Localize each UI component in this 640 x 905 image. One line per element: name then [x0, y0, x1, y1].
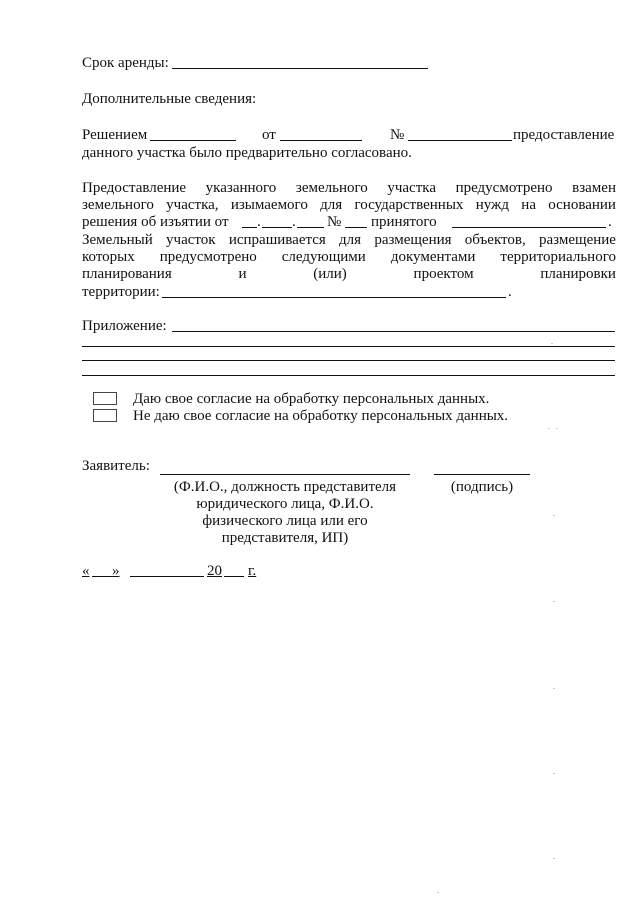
plot-word: предусмотрено: [159, 249, 257, 265]
provision-word: участка,: [166, 197, 219, 213]
plot-word: испрашивается: [228, 232, 326, 248]
provision-word: взамен: [572, 180, 616, 196]
consent-agree-checkbox[interactable]: [93, 392, 117, 405]
provision-word: предусмотрено: [455, 180, 553, 196]
plot-word: (или): [313, 266, 347, 282]
signature-caption: (подпись): [450, 479, 514, 495]
attachment-field-2[interactable]: [82, 346, 615, 347]
provision-word: изымаемого: [230, 197, 308, 213]
plot-word: размещение: [539, 232, 616, 248]
plot-line-1: [82, 232, 616, 249]
scan-speck: [553, 688, 555, 689]
scan-speck: [437, 892, 439, 893]
plot-line-3: [82, 266, 616, 283]
applicant-label: Заявитель:: [82, 458, 150, 474]
date-open-quote: «: [82, 563, 90, 579]
applicant-signature-field[interactable]: [434, 474, 530, 475]
territory-label: территории:: [82, 284, 160, 300]
accepted-word: принятого: [371, 214, 437, 230]
scan-speck: [553, 601, 555, 602]
provision-word: земельного: [295, 180, 368, 196]
decision-word: Решением: [82, 127, 148, 143]
decision-provision-word: предоставление: [513, 127, 615, 143]
provision-word: для: [320, 197, 343, 213]
plot-word: Земельный: [82, 232, 153, 248]
consent-disagree-text: Не даю свое согласие на обработку персональных данных.: [133, 408, 509, 424]
decision-line-2: данного участка было предварительно согласовано.: [82, 145, 412, 161]
withdrawal-decision-text: решения об изъятии от: [82, 214, 229, 230]
scan-speck: [553, 773, 555, 774]
plot-word: участок: [166, 232, 216, 248]
plot-word: документами: [390, 249, 476, 265]
plot-line-2: [82, 249, 616, 266]
provision-word: указанного: [205, 180, 277, 196]
date-year-suffix: г.: [248, 563, 257, 579]
provision-word: земельного: [82, 197, 154, 213]
decision-number-sign: №: [390, 127, 405, 143]
provision-word: основании: [548, 197, 616, 213]
plot-word: проектом: [413, 266, 474, 282]
consent-agree-text: Даю свое согласие на обработку персональных данных.: [133, 391, 490, 407]
plot-word: планирования: [82, 266, 172, 282]
applicant-name-field[interactable]: [160, 474, 410, 475]
plot-word: территориального: [500, 249, 616, 265]
withdrawal-day-field[interactable]: [242, 227, 257, 228]
provision-word: государственных: [354, 197, 464, 213]
provision-line-1: [82, 180, 616, 197]
plot-word: и: [238, 266, 247, 282]
provision-word: на: [521, 197, 536, 213]
plot-word: планировки: [540, 266, 616, 282]
additional-info-heading: Дополнительные сведения:: [82, 91, 257, 107]
scan-speck: [548, 428, 550, 429]
attachment-field-1[interactable]: [172, 331, 615, 332]
provision-word: нужд: [475, 197, 510, 213]
decision-date-field[interactable]: [280, 140, 362, 141]
lease-term-field[interactable]: [172, 68, 428, 69]
scan-speck: [553, 515, 555, 516]
name-caption-line: представителя, ИП): [221, 530, 349, 546]
territory-field[interactable]: [162, 297, 506, 298]
attachment-field-4[interactable]: [82, 375, 615, 376]
name-caption-line: юридического лица, Ф.И.О.: [196, 496, 374, 512]
date-century: 20: [207, 563, 222, 579]
provision-word: Предоставление: [82, 180, 187, 196]
name-caption-line: (Ф.И.О., должность представителя: [173, 479, 397, 495]
provision-word: участка: [387, 180, 436, 196]
decision-from-word: от: [262, 127, 276, 143]
name-caption-line: физического лица или его: [202, 513, 368, 529]
withdrawal-number-sign: №: [327, 214, 342, 230]
attachment-label: Приложение:: [82, 318, 167, 334]
date-month-field[interactable]: [130, 576, 204, 577]
plot-word: для: [339, 232, 362, 248]
scan-speck: [553, 858, 555, 859]
plot-word: следующими: [281, 249, 366, 265]
date-day-field[interactable]: [92, 576, 112, 577]
consent-disagree-checkbox[interactable]: [93, 409, 117, 422]
decision-number-field[interactable]: [408, 140, 512, 141]
withdrawal-month-field[interactable]: [262, 227, 292, 228]
withdrawal-year-field[interactable]: [297, 227, 324, 228]
date-dot: .: [257, 214, 261, 230]
provision-line-2: [82, 197, 616, 214]
period: .: [508, 284, 512, 300]
name-caption: [160, 479, 410, 547]
date-close-quote: »: [112, 563, 120, 579]
lease-term-label: Срок аренды:: [82, 55, 169, 71]
plot-word: объектов,: [464, 232, 526, 248]
date-year-field[interactable]: [224, 576, 244, 577]
withdrawal-number-field[interactable]: [345, 227, 367, 228]
scan-speck: [556, 428, 558, 429]
period: .: [608, 214, 612, 230]
decision-authority-field[interactable]: [150, 140, 236, 141]
plot-word: которых: [82, 249, 135, 265]
accepted-by-field[interactable]: [452, 227, 606, 228]
plot-word: размещения: [374, 232, 452, 248]
scan-speck: [551, 343, 553, 344]
attachment-field-3[interactable]: [82, 360, 615, 361]
date-dot: .: [292, 214, 296, 230]
